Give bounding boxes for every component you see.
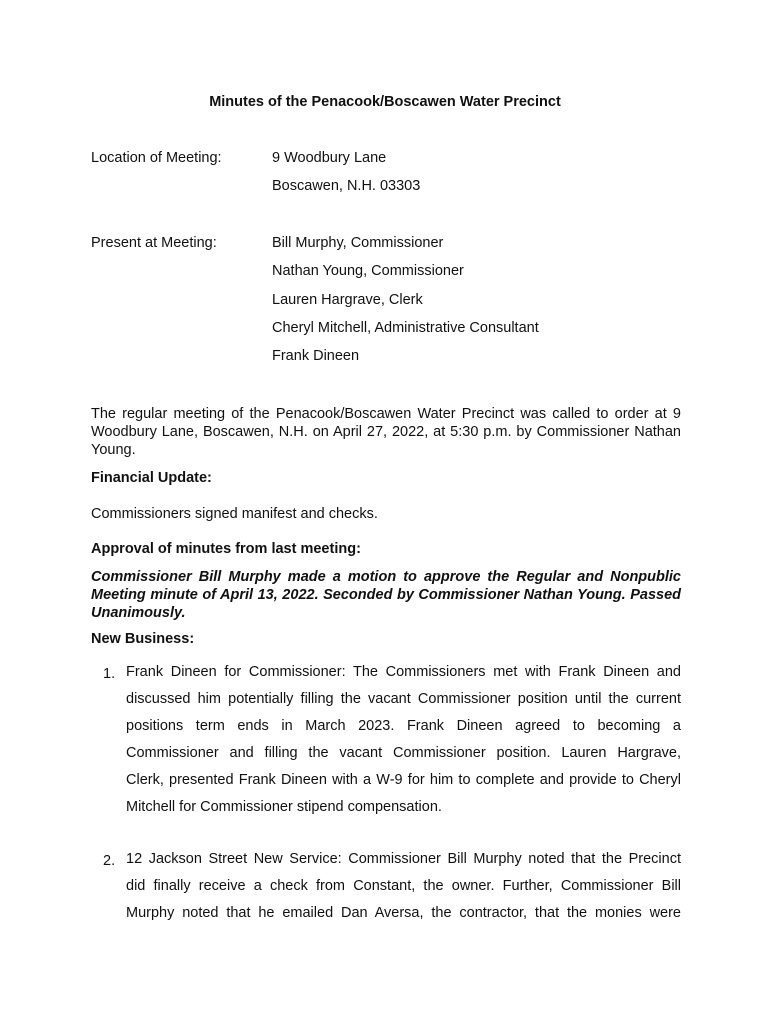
list-item-line: did finally receive a check from Constant, the owner. Further, Commissioner Bill bbox=[126, 878, 681, 894]
attendee: Bill Murphy, Commissioner bbox=[272, 235, 444, 251]
approval-motion: Commissioner Bill Murphy made a motion to approve the Regular and Nonpublic Meeting minute of April 13, 2022. Seconded by Commissioner Nathan Young. Passed Unanimously. bbox=[91, 569, 681, 621]
list-item bbox=[126, 659, 681, 821]
list-item-line: discussed him potentially filling the vacant Commissioner position until the current bbox=[126, 691, 681, 707]
location-line-1: 9 Woodbury Lane bbox=[272, 150, 387, 166]
page-title: Minutes of the Penacook/Boscawen Water Precinct bbox=[209, 94, 561, 110]
list-item-line: Mitchell for Commissioner stipend compensation. bbox=[126, 799, 442, 815]
financial-text: Commissioners signed manifest and checks. bbox=[91, 506, 378, 522]
intro-paragraph: The regular meeting of the Penacook/Boscawen Water Precinct was called to order at 9 Woodbury Lane, Boscawen, N.H. on April 27, 2022, at 5:30 p.m. by Commissioner Nathan Young. bbox=[91, 406, 681, 458]
list-item-line: positions term ends in March 2023. Frank Dineen agreed to becoming a bbox=[126, 718, 681, 734]
approval-heading: Approval of minutes from last meeting: bbox=[91, 541, 361, 557]
new-business-heading: New Business: bbox=[91, 631, 195, 647]
list-item-number: 1. bbox=[103, 666, 116, 682]
list-item bbox=[126, 846, 681, 927]
list-item-number: 2. bbox=[103, 853, 116, 869]
list-item-line: 12 Jackson Street New Service: Commissioner Bill Murphy noted that the Precinct bbox=[126, 851, 681, 867]
list-item-line: Clerk, presented Frank Dineen with a W-9 for him to complete and provide to Cheryl bbox=[126, 772, 681, 788]
list-item-line: Frank Dineen for Commissioner: The Commissioners met with Frank Dineen and bbox=[126, 664, 681, 680]
location-label: Location of Meeting: bbox=[91, 150, 222, 166]
attendee: Nathan Young, Commissioner bbox=[272, 263, 464, 279]
list-item-line: Murphy noted that he emailed Dan Aversa, the contractor, that the monies were bbox=[126, 905, 681, 921]
financial-heading: Financial Update: bbox=[91, 470, 212, 486]
attendee: Lauren Hargrave, Clerk bbox=[272, 292, 423, 308]
list-item-line: Commissioner and filling the vacant Commissioner position. Lauren Hargrave, bbox=[126, 745, 681, 761]
location-line-2: Boscawen, N.H. 03303 bbox=[272, 178, 421, 194]
present-label: Present at Meeting: bbox=[91, 235, 217, 251]
attendee: Frank Dineen bbox=[272, 348, 360, 364]
attendee: Cheryl Mitchell, Administrative Consultant bbox=[272, 320, 539, 336]
